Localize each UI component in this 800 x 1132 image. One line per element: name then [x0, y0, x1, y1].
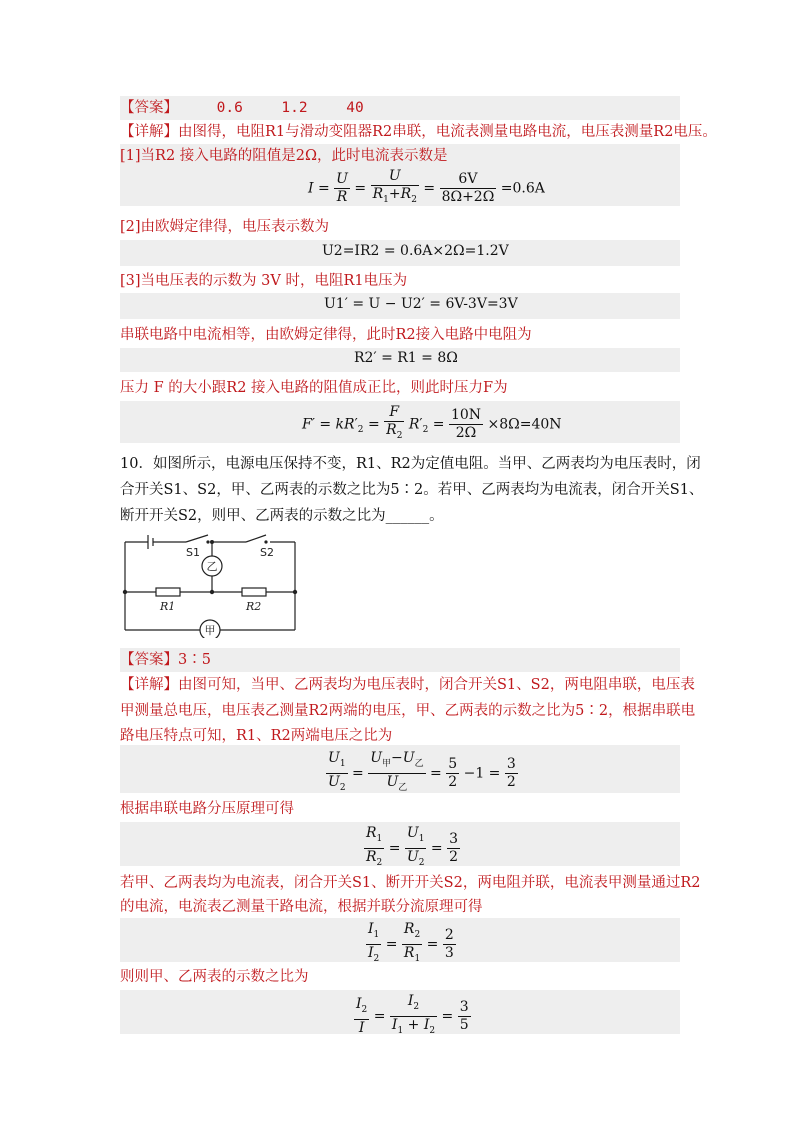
resistor-r1	[156, 588, 180, 596]
text-parallel-1: 若甲、乙两表均为电流表，闭合开关S1、断开开关S2，两电阻并联，电流表甲测量通过R2	[120, 875, 701, 891]
step4-text: 串联电路中电流相等，由欧姆定律得，此时R2接入电路中电阻为	[120, 327, 532, 343]
answer-line-q9	[120, 97, 680, 119]
detail-label: 【详解】	[120, 677, 178, 693]
q10-line-2: 合开关S1、S2，甲、乙两表的示数之比为5∶2。若甲、乙两表均为电流表，闭合开关S1、	[120, 482, 704, 498]
step5-text: 压力 F 的大小跟R2 接入电路的阻值成正比，则此时压力F为	[120, 380, 508, 396]
equation-voltage-2: U2=IR2 = 0.6A×2Ω=1.2V	[322, 243, 509, 259]
detail-text: 由图得，电阻R1与滑动变阻器R2串联，电流表测量电路电流，电压表测量R2电压。	[178, 124, 717, 140]
text-divider: 根据串联电路分压原理可得	[120, 801, 294, 817]
answer-value: 3∶5	[178, 652, 211, 668]
q10-detail-line-1	[120, 674, 695, 696]
answer-line-q10	[120, 649, 680, 671]
detail-text-1: 由图可知，当甲、乙两表均为电压表时，闭合开关S1、S2，两电阻串联，电压表	[178, 677, 695, 693]
answer-label: 【答案】	[120, 100, 178, 116]
equation-current: I = $\frac{U}{R}$ = $\frac{U}{R_1+R_2}$ = $\frac{6V}{8\Omega+2\Omega}$ =0.6A	[308, 168, 545, 205]
detail-line-q9	[120, 121, 717, 143]
detail-label: 【详解】	[120, 124, 178, 140]
meter-jia-label: 甲	[204, 624, 216, 637]
resistor-r2-label: R2	[246, 600, 262, 613]
equation-force: $F' = kR'_2$ = $\frac{F}{R_2}$ $R'_2$ = $\frac{10N}{2\Omega}$ ×8Ω=40N	[302, 404, 562, 441]
equation-voltage-1: U1′ = U − U2′ = 6V-3V=3V	[324, 296, 518, 312]
q10-line-1: 10．如图所示，电源电压保持不变，R1、R2为定值电阻。当甲、乙两表均为电压表时，闭	[120, 456, 701, 472]
q10-detail-line-3: 路电压特点可知，R1、R2两端电压之比为	[120, 728, 393, 744]
equation-divider: $\frac{R_1}{R_2}$ = $\frac{U_1}{U_2}$ = $\frac{3}{2}$	[366, 825, 459, 868]
resistor-r1-label: R1	[160, 600, 176, 613]
q10-line-3: 断开开关S2，则甲、乙两表的示数之比为______。	[120, 508, 444, 524]
switch-s1-label: S1	[186, 546, 200, 559]
step3-text: [3]当电压表的示数为 3V 时，电阻R1电压为	[120, 273, 408, 289]
switch-s1	[186, 535, 208, 542]
switch-s2	[246, 535, 266, 542]
step1-text: [1]当R2 接入电路的阻值是2Ω，此时电流表示数是	[120, 148, 448, 164]
equation-voltage-ratio: $\frac{U_1}{U_2}$ = $\frac{U_甲-U_乙}{U_乙}$ = $\frac{5}{2}$ −1 = $\frac{3}{2}$	[328, 750, 516, 793]
answer-value-2: 1.2	[281, 100, 308, 116]
step2-text: [2]由欧姆定律得，电压表示数为	[120, 219, 330, 235]
equation-final: $\frac{I_2}{I}$ = $\frac{I_2}{I_1 + I_2}$ = $\frac{3}{5}$	[356, 993, 469, 1036]
switch-s2-label: S2	[260, 546, 274, 559]
answer-value-1: 0.6	[216, 100, 243, 116]
circuit-diagram	[118, 530, 308, 638]
equation-resistance: R2′ = R1 = 8Ω	[354, 350, 458, 366]
text-final: 则则甲、乙两表的示数之比为	[120, 969, 309, 985]
answer-value-3: 40	[346, 100, 364, 116]
text-parallel-2: 的电流，电流表乙测量干路电流，根据并联分流原理可得	[120, 899, 483, 915]
q10-detail-line-2: 甲测量总电压，电压表乙测量R2两端的电压，甲、乙两表的示数之比为5∶2，根据串联电	[120, 703, 696, 719]
answer-label: 【答案】	[120, 652, 178, 668]
resistor-r2	[242, 588, 266, 596]
meter-yi-label: 乙	[206, 560, 218, 573]
equation-parallel: $\frac{I_1}{I_2}$ = $\frac{R_2}{R_1}$ = $\frac{2}{3}$	[368, 921, 454, 964]
